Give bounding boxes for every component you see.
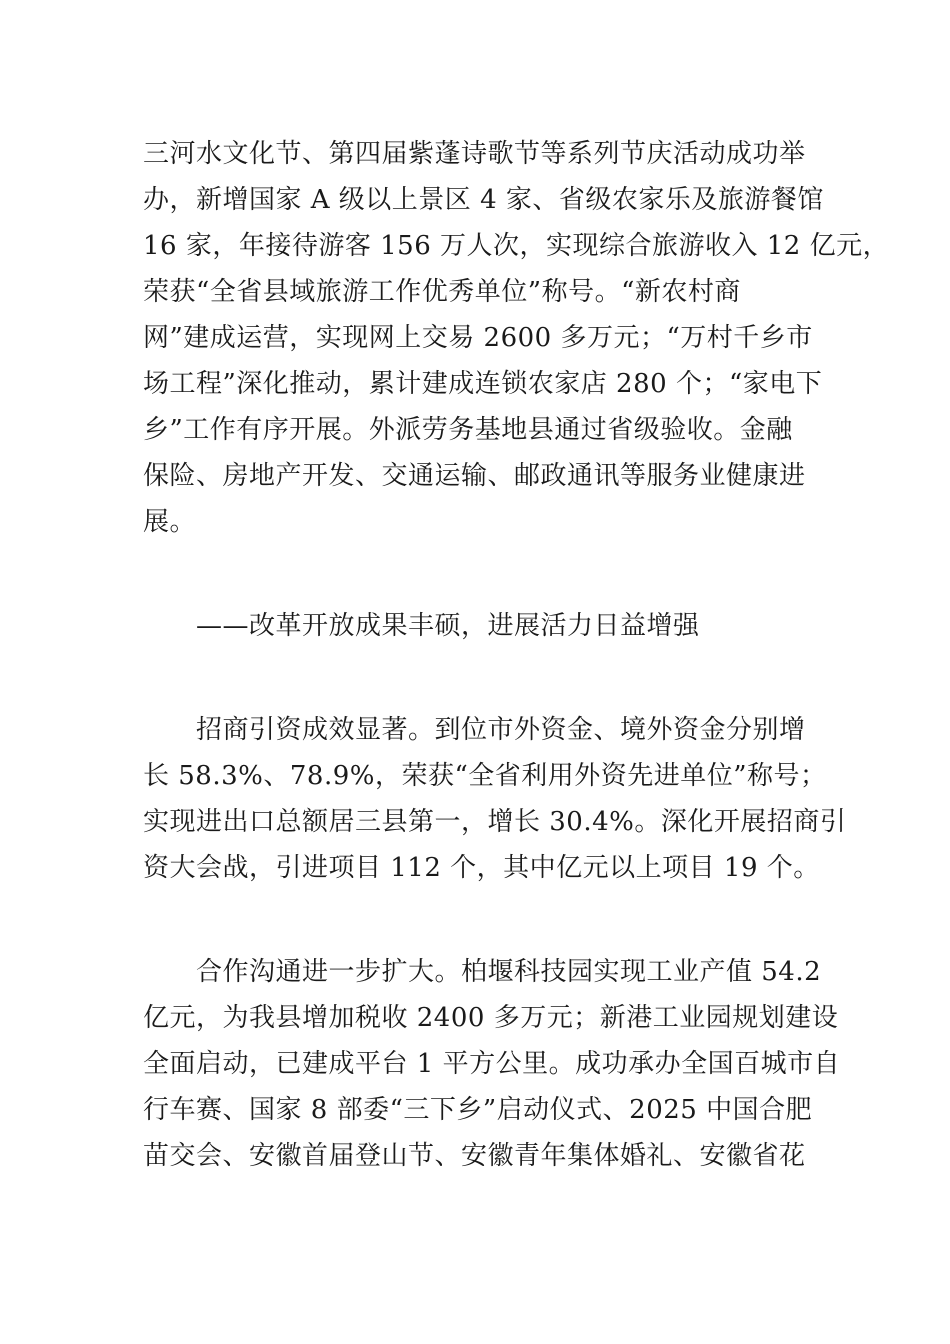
- text-line: 实现进出口总额居三县第一，增长 30.4%。深化开展招商引: [143, 807, 847, 837]
- text-line: 办，新增国家 A 级以上景区 4 家、省级农家乐及旅游餐馆: [143, 185, 824, 215]
- text-line: 场工程”深化推动，累计建成连锁农家店 280 个；“家电下: [143, 369, 823, 399]
- text-line: 行车赛、国家 8 部委“三下乡”启动仪式、2025 中国合肥: [143, 1095, 813, 1125]
- text-line: 16 家，年接待游客 156 万人次，实现综合旅游收入 12 亿元，: [143, 231, 890, 261]
- text-line: 乡”工作有序开展。外派劳务基地县通过省级验收。金融: [143, 415, 793, 445]
- text-line: 展。: [143, 507, 197, 537]
- text-line: 长 58.3%、78.9%，荣获“全省利用外资先进单位”称号；: [143, 761, 827, 791]
- text-line: 三河水文化节、第四届紫蓬诗歌节等系列节庆活动成功举: [143, 139, 806, 169]
- section-heading: ——改革开放成果丰硕，进展活力日益增强: [196, 611, 700, 641]
- text-line: 网”建成运营，实现网上交易 2600 多万元；“万村千乡市: [143, 323, 813, 353]
- text-line: 荣获“全省县域旅游工作优秀单位”称号。“新农村商: [143, 277, 741, 307]
- text-line: 苗交会、安徽首届登山节、安徽青年集体婚礼、安徽省花: [143, 1141, 806, 1171]
- text-line: 全面启动，已建成平台 1 平方公里。成功承办全国百城市自: [143, 1049, 841, 1079]
- text-line: 资大会战，引进项目 112 个，其中亿元以上项目 19 个。: [143, 853, 820, 883]
- text-line: 招商引资成效显著。到位市外资金、境外资金分别增: [196, 715, 806, 745]
- text-line: 亿元，为我县增加税收 2400 多万元；新港工业园规划建设: [143, 1003, 839, 1033]
- text-line: 合作沟通进一步扩大。柏堰科技园实现工业产值 54.2: [196, 957, 822, 987]
- text-line: 保险、房地产开发、交通运输、邮政通讯等服务业健康进: [143, 461, 806, 491]
